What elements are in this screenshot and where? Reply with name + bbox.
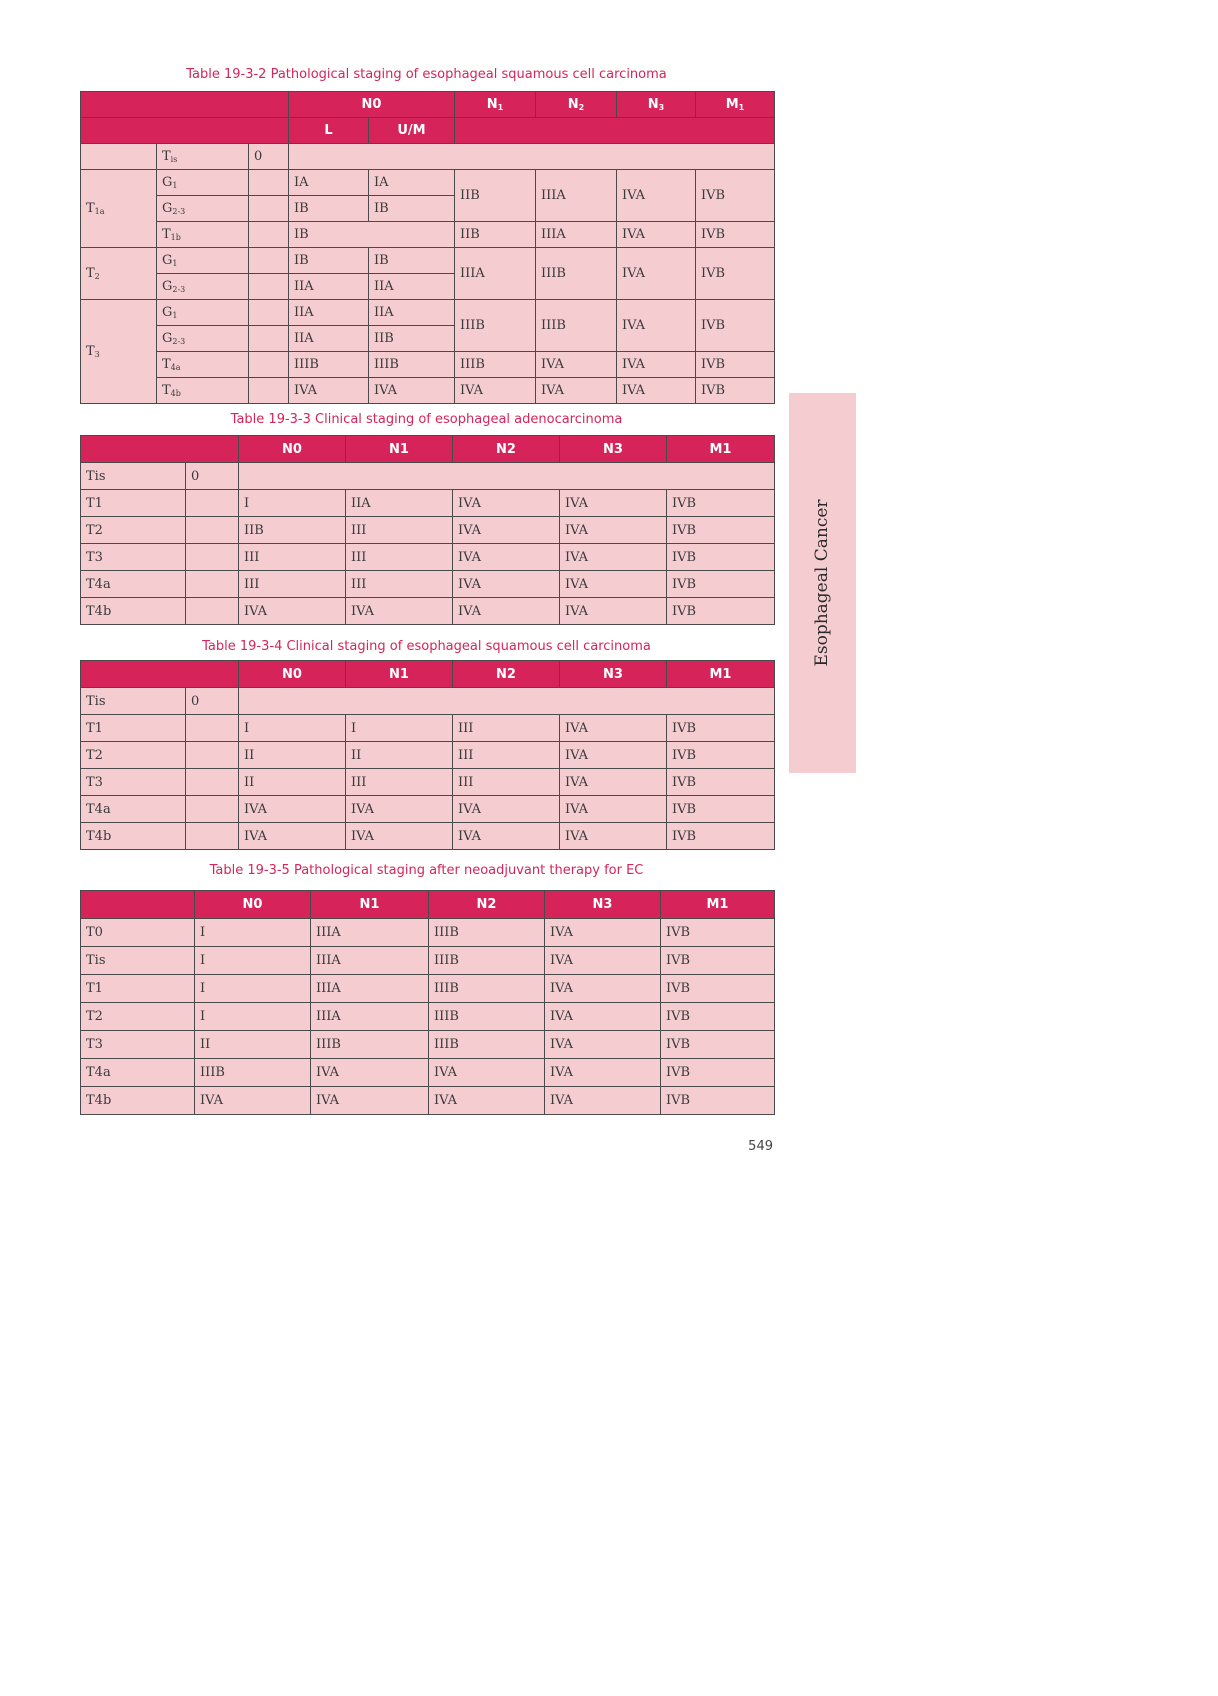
table-row: $T_3$ $G_1$ IIA IIA IIIB IIIB IVA IVB xyxy=(81,300,775,326)
table-row: $T_{is}$ 0 xyxy=(81,144,775,170)
table-row: T4a III III IVA IVA IVB xyxy=(81,571,775,598)
table-row: T1 I I III IVA IVB xyxy=(81,715,775,742)
header-n2: $N_2$ xyxy=(536,92,617,118)
table3-clinical-scc xyxy=(80,660,775,850)
table-row: $G_{2-3}$ IIA IIB xyxy=(81,326,775,352)
table1-header-row xyxy=(81,92,775,118)
table2-header-row: N0 N1 N2 N3 M1 xyxy=(81,436,775,463)
table-row: $T_{4a}$ IIIB IIIB IIIB IVA IVA IVB xyxy=(81,352,775,378)
header-m1: $M_1$ xyxy=(696,92,775,118)
table-row: T2 I IIIA IIIB IVA IVB xyxy=(81,1003,775,1031)
header-n3: $N_3$ xyxy=(617,92,696,118)
table-row: T3 II III III IVA IVB xyxy=(81,769,775,796)
table-row: T2 II II III IVA IVB xyxy=(81,742,775,769)
table3-header-row: N0 N1 N2 N3 M1 xyxy=(81,661,775,688)
table-row: T3 III III IVA IVA IVB xyxy=(81,544,775,571)
table-row: T3 II IIIB IIIB IVA IVB xyxy=(81,1031,775,1059)
table2-caption: Table 19-3-3 Clinical staging of esophageal adenocarcinoma xyxy=(230,412,623,427)
table-row: T0 I IIIA IIIB IVA IVB xyxy=(81,919,775,947)
row-group-label: $T_{1a}$ xyxy=(81,170,157,248)
header-n0: N0 xyxy=(289,92,455,118)
row-label: $T_{is}$ xyxy=(157,144,249,170)
table-row: T4b IVA IVA IVA IVA IVB xyxy=(81,598,775,625)
table-row: $G_{2-3}$ IIA IIA xyxy=(81,274,775,300)
table2-clinical-adenocarcinoma xyxy=(80,435,775,625)
table-row: Tis 0 xyxy=(81,463,775,490)
table4-caption: Table 19-3-5 Pathological staging after neoadjuvant therapy for EC xyxy=(209,863,644,878)
table-row: $T_2$ $G_1$ IB IB IIIA IIIB IVA IVB xyxy=(81,248,775,274)
table-row: T1 I IIIA IIIB IVA IVB xyxy=(81,975,775,1003)
table4-post-neoadjuvant xyxy=(80,890,775,1115)
table-row: T4b IVA IVA IVA IVA IVB xyxy=(81,1087,775,1115)
header-l: L xyxy=(289,118,369,144)
table-row: T4a IVA IVA IVA IVA IVB xyxy=(81,796,775,823)
header-um: U/M xyxy=(369,118,455,144)
table-row: T2 IIB III IVA IVA IVB xyxy=(81,517,775,544)
table-row: $T_{4b}$ IVA IVA IVA IVA IVA IVB xyxy=(81,378,775,404)
header-n1: $N_1$ xyxy=(455,92,536,118)
table1-pathological-scc xyxy=(80,91,775,404)
row-group-label: $T_3$ xyxy=(81,300,157,404)
table-row: T1 I IIA IVA IVA IVB xyxy=(81,490,775,517)
table-row: Tis I IIIA IIIB IVA IVB xyxy=(81,947,775,975)
table4-header-row: N0 N1 N2 N3 M1 xyxy=(81,891,775,919)
table-row: T4a IIIB IVA IVA IVA IVB xyxy=(81,1059,775,1087)
table-row: T4b IVA IVA IVA IVA IVB xyxy=(81,823,775,850)
table1-caption: Table 19-3-2 Pathological staging of esophageal squamous cell carcinoma xyxy=(186,67,667,82)
page-number: 549 xyxy=(748,1139,773,1154)
table-row: Tis 0 xyxy=(81,688,775,715)
table1-subheader-row xyxy=(81,118,775,144)
table-row: $T_{1a}$ $G_1$ IA IA IIB IIIA IVA IVB xyxy=(81,170,775,196)
table-row: $T_{1b}$ IB IIB IIIA IVA IVB xyxy=(81,222,775,248)
table3-caption: Table 19-3-4 Clinical staging of esophageal squamous cell carcinoma xyxy=(202,639,651,654)
row-group-label: $T_2$ xyxy=(81,248,157,300)
table-row: $G_{2-3}$ IB IB xyxy=(81,196,775,222)
chapter-side-label: Esophageal Cancer xyxy=(812,499,832,667)
